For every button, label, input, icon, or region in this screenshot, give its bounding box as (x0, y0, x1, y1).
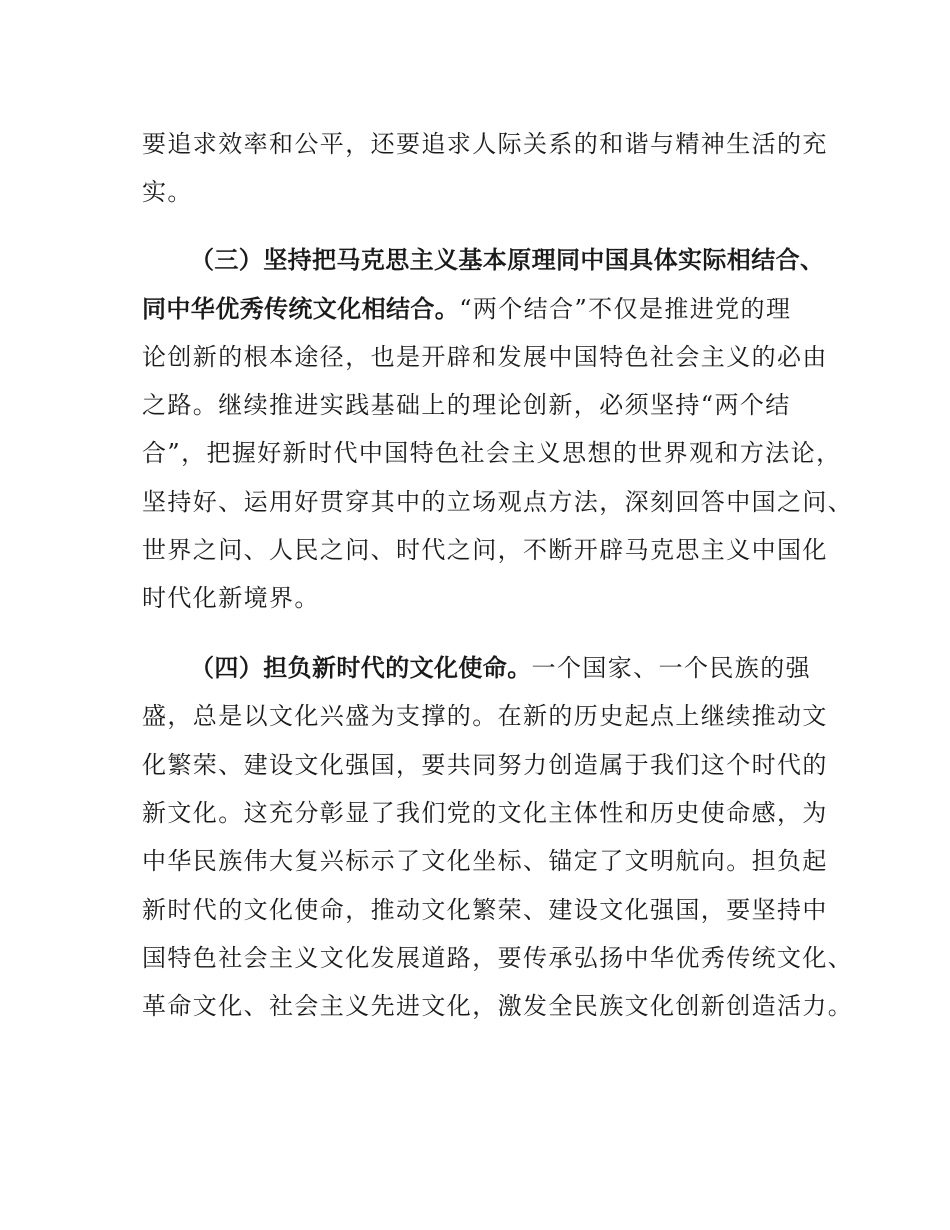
body-text-line: 中华民族伟大复兴标示了文化坐标、锚定了文明航向。担负起 (142, 847, 828, 875)
section-three-heading: （三）坚持把马克思主义基本原理同中国具体实际相结合、 (190, 246, 825, 274)
body-text-span: 一个国家、一个民族的强 (531, 654, 812, 682)
body-text-line: 实。 (142, 178, 193, 206)
section-three-heading-tail: 同中华优秀传统文化相结合。 (142, 295, 460, 323)
body-text-line: 新文化。这充分彰显了我们党的文化主体性和历史使命感，为 (142, 799, 828, 827)
body-text-line: 国特色社会主义文化发展道路，要传承弘扬中华优秀传统文化、 (142, 944, 854, 972)
section-four-first-line (190, 648, 890, 688)
body-text-line: 论创新的根本途径，也是开辟和发展中国特色社会主义的必由 (142, 343, 828, 371)
body-text-line: 新时代的文化使命，推动文化繁荣、建设文化强国，要坚持中 (142, 896, 828, 924)
body-text-line: 革命文化、社会主义先进文化，激发全民族文化创新创造活力。 (142, 992, 854, 1020)
body-text-line: 要追求效率和公平，还要追求人际关系的和谐与精神生活的充 (142, 130, 828, 158)
body-text-line: 坚持好、运用好贯穿其中的立场观点方法，深刻回答中国之问、 (142, 488, 854, 516)
body-text-line: 化繁荣、建设文化强国，要共同努力创造属于我们这个时代的 (142, 751, 828, 779)
body-text-line: 时代化新境界。 (142, 584, 320, 612)
body-text-line: 盛，总是以文化兴盛为支撑的。在新的历史起点上继续推动文 (142, 702, 828, 730)
body-text-span: “两个结合”不仅是推进党的理 (459, 295, 792, 323)
body-text-line: 之路。继续推进实践基础上的理论创新，必须坚持“两个结 (142, 391, 791, 419)
body-text-line: 合”，把握好新时代中国特色社会主义思想的世界观和方法论， (142, 439, 842, 467)
section-three-heading-continuation (142, 289, 842, 329)
section-four-heading: （四）担负新时代的文化使命。 (190, 654, 532, 682)
body-text-line: 世界之问、人民之问、时代之问，不断开辟马克思主义中国化 (142, 536, 828, 564)
